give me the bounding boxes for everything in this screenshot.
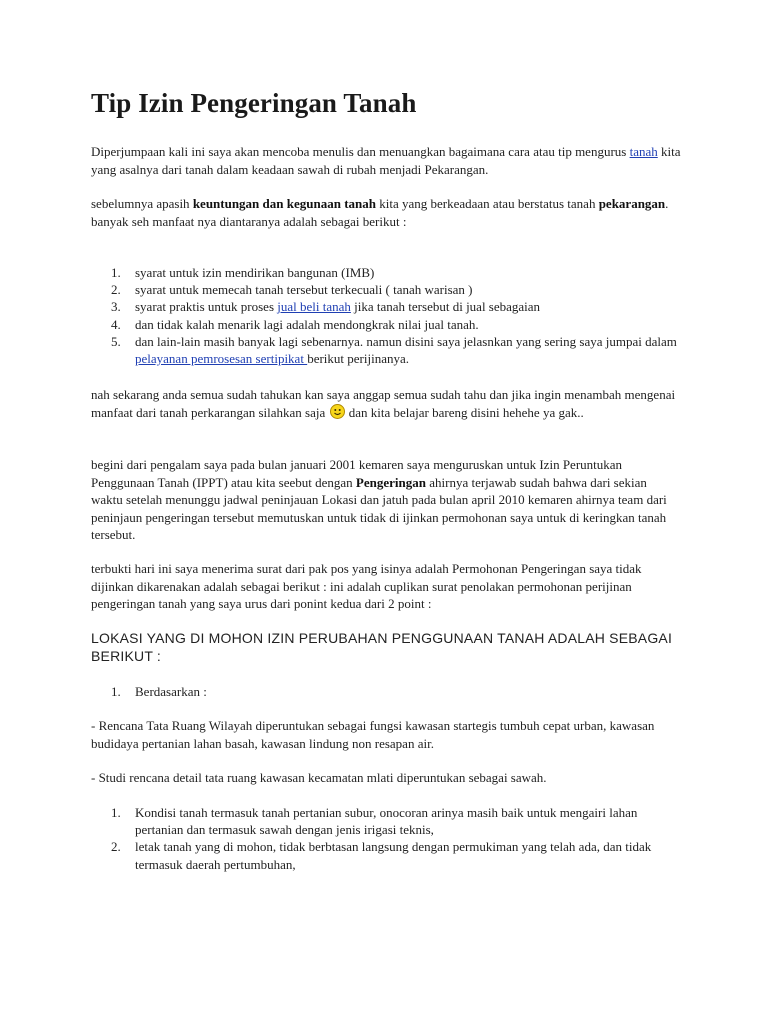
experience-text-2: ahirnya terjawab sudah bahwa dari sekian waktu setelah menunggu jadwal peninjauan Lokasi dan jatuh pada bulan april 2010 kemaren ahirnya team dari peninjaun pengeringan tersebut memutuskan untuk tidak di ijinkan permohonan saya untuk di keringkan tanah tersebut. xyxy=(91,474,667,542)
list-item xyxy=(91,804,681,838)
conditions-list xyxy=(91,804,681,873)
rdtr-paragraph: - Studi rencana detail tata ruang kawasan kecamatan mlati diperuntukan sebagai sawah. xyxy=(91,770,547,785)
list-item-text: letak tanah yang di mohon, tidak berbtasan langsung dengan permukiman yang telah ada, dan tidak termasuk daerah pertumbuhan, xyxy=(135,839,652,872)
list-item-text-post: berikut perijinanya. xyxy=(307,351,409,367)
list-item-text-pre: dan lain-lain masih banyak lagi sebenarnya. namun disini saya jelasnkan yang sering saya jumpai dalam xyxy=(135,333,677,349)
experience-paragraph xyxy=(91,456,681,544)
list-item-text-pre: syarat praktis untuk proses xyxy=(135,299,278,315)
list-item-number: 4. xyxy=(111,316,121,332)
basis-list xyxy=(91,683,681,700)
list-item-text: Berdasarkan : xyxy=(135,684,207,699)
list-item-number: 1. xyxy=(111,265,121,280)
list-item-number: 3. xyxy=(111,299,121,315)
benefits-bold-2: pekarangan xyxy=(598,196,666,211)
list-item-number: 1. xyxy=(111,684,121,699)
list-item xyxy=(91,298,681,315)
intro-paragraph xyxy=(91,143,681,178)
intro-text-2: kita yang asalnya dari tanah dalam keadaan sawah di rubah menjadi Pekarangan. xyxy=(91,144,681,177)
list-item xyxy=(91,281,681,298)
list-item xyxy=(91,333,681,367)
list-item-number: 2. xyxy=(111,282,121,298)
rtrw-paragraph: - Rencana Tata Ruang Wilayah diperuntukan sebagai fungsi kawasan startegis tumbuh cepat urban, kawasan budidaya pertanian lahan basah, kawasan lindung non resapan air. xyxy=(91,718,655,751)
benefits-text-4: banyak seh manfaat nya diantaranya adalah sebagai berikut : xyxy=(91,213,407,229)
list-item-number: 5. xyxy=(111,333,121,349)
location-heading: LOKASI YANG DI MOHON IZIN PERUBAHAN PENGGUNAAN TANAH ADALAH SEBAGAI BERIKUT : xyxy=(91,630,673,664)
page-title: Tip Izin Pengeringan Tanah xyxy=(91,88,417,118)
list-item-text: syarat untuk memecah tanah tersebut terkecuali ( tanah warisan ) xyxy=(135,282,473,298)
list-item-text-post: jika tanah tersebut di jual sebagaian xyxy=(350,299,541,315)
smiley-emoticon-icon xyxy=(330,404,345,419)
smiley-paragraph xyxy=(91,386,681,421)
list-item-text: dan tidak kalah menarik lagi adalah mendongkrak nilai jual tanah. xyxy=(135,316,479,332)
link-pelayanan-sertipikat[interactable]: pelayanan pemrosesan sertipikat xyxy=(135,351,308,367)
link-tanah[interactable]: tanah xyxy=(629,144,658,159)
smiley-paragraph-text-1: nah sekarang anda semua sudah tahukan kan saya anggap semua sudah tahu dan jika ingin menambah mengenai manfaat dari tanah perkarangan silahkan saja xyxy=(91,387,676,420)
benefits-text-1: sebelumnya apasih xyxy=(91,196,193,211)
list-item xyxy=(91,264,681,281)
list-item-text: syarat untuk izin mendirikan bangunan (IMB) xyxy=(135,265,375,280)
list-item-text: Kondisi tanah termasuk tanah pertanian subur, onocoran arinya masih baik untuk mengairi lahan pertanian dan termasuk sawah dengan jenis irigasi teknis, xyxy=(135,805,638,838)
list-item xyxy=(91,838,681,872)
experience-text-1: begini dari pengalam saya pada bulan januari 2001 kemaren saya menguruskan untuk Izin Peruntukan Penggunaan Tanah (IPPT) atau kita seebut dengan xyxy=(91,457,623,490)
list-item-number: 1. xyxy=(111,805,121,820)
benefits-text-3: . xyxy=(665,196,669,211)
benefits-bold-1: keuntungan dan kegunaan tanah xyxy=(192,196,376,211)
smiley-paragraph-text-2: dan kita belajar bareng disini hehehe ya gak.. xyxy=(345,404,584,420)
list-item xyxy=(91,683,681,700)
benefits-text-2: kita yang berkeadaan atau berstatus tanah xyxy=(375,196,599,211)
benefits-paragraph xyxy=(91,195,681,230)
intro-text-1: Diperjumpaan kali ini saya akan mencoba menulis dan menuangkan bagaimana cara atau tip mengurus xyxy=(91,144,630,159)
link-jual-beli-tanah[interactable]: jual beli tanah xyxy=(277,299,351,315)
list-item-number: 2. xyxy=(111,839,121,855)
benefits-list xyxy=(91,264,681,367)
list-item xyxy=(91,316,681,333)
letter-paragraph: terbukti hari ini saya menerima surat dari pak pos yang isinya adalah Permohonan Pengeringan saya tidak dijinkan dikarenakan adalah sebagai berikut : ini adalah cuplikan surat penolakan permohonan perijinan pengeringan tanah yang saya urus dari ponint kedua dari 2 point : xyxy=(91,561,642,611)
experience-bold: Pengeringan xyxy=(355,474,426,490)
